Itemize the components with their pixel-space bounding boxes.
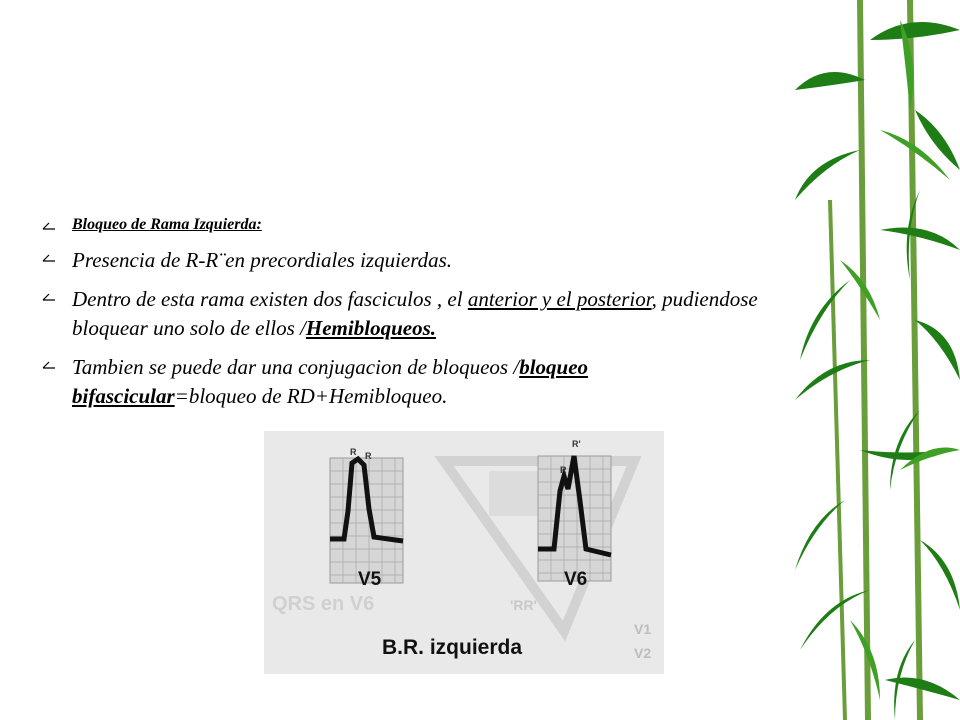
bullet-item bbox=[40, 246, 770, 275]
faded-background-text: V2 bbox=[634, 645, 652, 661]
bullet-icon bbox=[40, 285, 72, 305]
bullet-list bbox=[40, 214, 770, 421]
bullet-item bbox=[40, 214, 770, 236]
faded-background-text: 'RR' bbox=[510, 597, 537, 613]
bullet-text: Dentro de esta rama existen dos fasciculos , el anterior y el posterior, pudiendose bloquear uno solo de ellos /Hemibloqueos. bbox=[72, 287, 758, 340]
peak-label: R bbox=[365, 451, 372, 461]
bullet-item bbox=[40, 353, 770, 411]
bullet-text: Bloqueo de Rama Izquierda: bbox=[72, 216, 262, 233]
peak-label: R bbox=[560, 465, 567, 475]
bullet-icon bbox=[40, 353, 72, 373]
ecg-figure bbox=[264, 431, 664, 674]
lead-label-v6: V6 bbox=[564, 569, 588, 590]
figure-caption: B.R. izquierda bbox=[382, 636, 523, 659]
bullet-text: Tambien se puede dar una conjugacion de bloqueos /bloqueo bifascicular=bloqueo de RD+Hemibloqueo. bbox=[72, 355, 589, 408]
bullet-item bbox=[40, 285, 770, 343]
lead-label-v5: V5 bbox=[358, 569, 382, 590]
bullet-icon bbox=[40, 246, 72, 266]
faded-background-text: V1 bbox=[634, 621, 652, 637]
faded-background-text: QRS en V6 bbox=[272, 593, 375, 615]
peak-label: R bbox=[350, 447, 357, 457]
bamboo-decoration bbox=[790, 0, 960, 720]
peak-label: R' bbox=[572, 439, 581, 449]
bullet-icon bbox=[40, 214, 72, 234]
bullet-text: Presencia de R-R¨en precordiales izquierdas. bbox=[72, 248, 453, 272]
